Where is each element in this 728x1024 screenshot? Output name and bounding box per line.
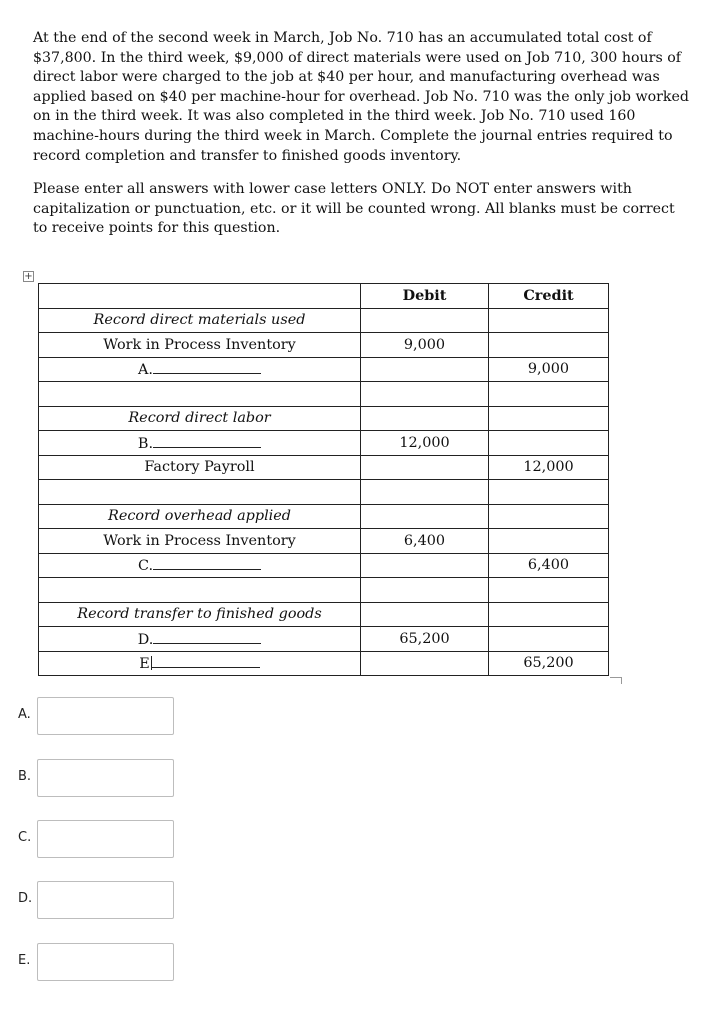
credit-account: Factory Payroll bbox=[39, 455, 361, 480]
credit-amount: 65,200 bbox=[489, 651, 609, 676]
table-row bbox=[39, 651, 609, 676]
empty-cell bbox=[489, 627, 609, 652]
empty-cell bbox=[361, 382, 489, 407]
header-credit: Credit bbox=[489, 284, 609, 309]
empty-cell bbox=[361, 406, 489, 431]
blank-label: C. bbox=[137, 558, 154, 575]
answer-input-b[interactable] bbox=[37, 759, 174, 797]
empty-cell bbox=[489, 333, 609, 358]
table-row bbox=[39, 357, 609, 382]
answer-input-d[interactable] bbox=[37, 881, 174, 919]
answer-label: B. bbox=[18, 769, 32, 784]
table-row bbox=[39, 333, 609, 358]
entry-description: Record overhead applied bbox=[39, 504, 361, 529]
empty-cell bbox=[489, 578, 609, 603]
credit-account-blank bbox=[39, 357, 361, 382]
header-blank bbox=[39, 284, 361, 309]
table-resize-handle[interactable] bbox=[610, 677, 622, 684]
blank-label: E bbox=[139, 656, 150, 673]
answer-label: C. bbox=[18, 830, 32, 845]
empty-cell bbox=[489, 504, 609, 529]
empty-cell bbox=[39, 578, 361, 603]
empty-cell bbox=[489, 382, 609, 407]
table-row bbox=[39, 578, 609, 603]
table-row bbox=[39, 627, 609, 652]
table-row bbox=[39, 406, 609, 431]
empty-cell bbox=[489, 602, 609, 627]
entry-description: Record direct materials used bbox=[39, 308, 361, 333]
empty-cell bbox=[361, 455, 489, 480]
empty-cell bbox=[361, 308, 489, 333]
blank-label: A. bbox=[138, 362, 153, 379]
empty-cell bbox=[361, 651, 489, 676]
move-icon[interactable]: + bbox=[24, 271, 33, 282]
empty-cell bbox=[489, 431, 609, 456]
empty-cell bbox=[489, 529, 609, 554]
journal-table bbox=[38, 283, 609, 676]
answer-label: D. bbox=[18, 891, 33, 906]
debit-amount: 9,000 bbox=[361, 333, 489, 358]
question-paragraph: At the end of the second week in March, Job No. 710 has an accumulated total cost of $37,800. In the third week, $9,000 of direct materials were used on Job 710, 300 hours of direct labor were charged to the job at $40 per hour, and manufacturing overhead was applied based on $40 per machine-hour for overhead. Job No. 710 was the only job worked on in the third week. It was also completed in the third week. Job No. 710 used 160 machine-hours during the third week in March. Complete the journal entries required to record completion and transfer to finished goods inventory. bbox=[33, 30, 690, 164]
credit-amount: 9,000 bbox=[489, 357, 609, 382]
blank-line bbox=[153, 556, 261, 570]
blank-label: D. bbox=[137, 631, 154, 648]
entry-description: Record direct labor bbox=[39, 406, 361, 431]
debit-amount: 12,000 bbox=[361, 431, 489, 456]
blank-line bbox=[153, 434, 261, 448]
table-row bbox=[39, 553, 609, 578]
answer-input-c[interactable] bbox=[37, 820, 174, 858]
answer-label: A. bbox=[18, 707, 31, 722]
credit-amount: 6,400 bbox=[489, 553, 609, 578]
empty-cell bbox=[361, 504, 489, 529]
table-row bbox=[39, 382, 609, 407]
debit-amount: 65,200 bbox=[361, 627, 489, 652]
debit-account-blank bbox=[39, 627, 361, 652]
entry-description: Record transfer to finished goods bbox=[39, 602, 361, 627]
table-header-row bbox=[39, 284, 609, 309]
empty-cell bbox=[489, 480, 609, 505]
debit-amount: 6,400 bbox=[361, 529, 489, 554]
header-debit: Debit bbox=[361, 284, 489, 309]
credit-account-blank bbox=[39, 553, 361, 578]
empty-cell bbox=[489, 308, 609, 333]
empty-cell bbox=[361, 357, 489, 382]
debit-account-blank bbox=[39, 431, 361, 456]
table-row bbox=[39, 529, 609, 554]
empty-cell bbox=[361, 553, 489, 578]
table-row bbox=[39, 308, 609, 333]
credit-account-blank bbox=[39, 651, 361, 676]
empty-cell bbox=[39, 382, 361, 407]
empty-cell bbox=[489, 406, 609, 431]
blank-line bbox=[153, 360, 261, 374]
empty-cell bbox=[361, 480, 489, 505]
empty-cell bbox=[361, 602, 489, 627]
answer-input-a[interactable] bbox=[37, 697, 174, 735]
debit-account: Work in Process Inventory bbox=[39, 333, 361, 358]
blank-line bbox=[153, 630, 261, 644]
table-row bbox=[39, 431, 609, 456]
empty-cell bbox=[39, 480, 361, 505]
blank-line bbox=[152, 654, 260, 668]
table-row bbox=[39, 504, 609, 529]
table-row bbox=[39, 455, 609, 480]
instructions-paragraph: Please enter all answers with lower case letters ONLY. Do NOT enter answers with capitalization or punctuation, etc. or it will be counted wrong. All blanks must be correct to receive points for this question. bbox=[33, 181, 675, 237]
table-row bbox=[39, 480, 609, 505]
table-row bbox=[39, 602, 609, 627]
credit-amount: 12,000 bbox=[489, 455, 609, 480]
answer-label: E. bbox=[18, 953, 31, 968]
empty-cell bbox=[361, 578, 489, 603]
blank-label: B. bbox=[137, 435, 154, 452]
debit-account: Work in Process Inventory bbox=[39, 529, 361, 554]
answer-input-e[interactable] bbox=[37, 943, 174, 981]
